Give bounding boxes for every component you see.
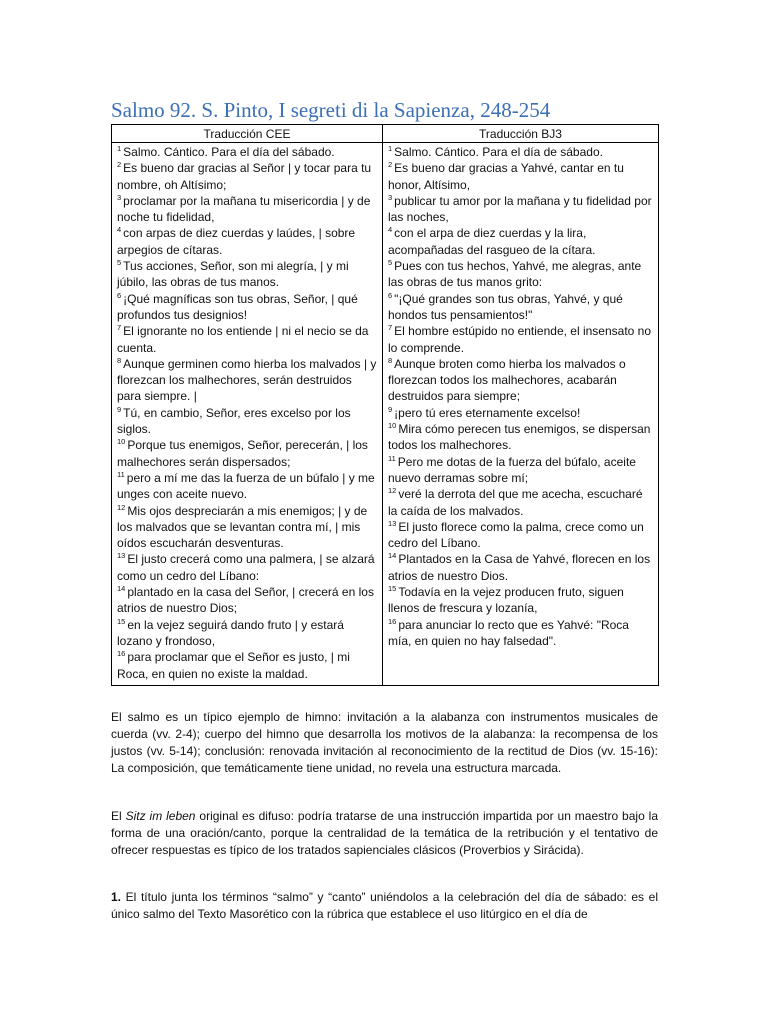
verse (388, 421, 654, 454)
verse-number: 5 (388, 258, 393, 268)
verse-text: plantado en la casa del Señor, | crecerá en los atrios de nuestro Dios; (117, 585, 374, 616)
verse-number: 15 (388, 584, 397, 594)
verse (117, 405, 378, 438)
verse-number: 15 (117, 616, 126, 626)
verse-text: Todavía en la vejez producen fruto, siguen llenos de frescura y lozanía, (388, 585, 624, 616)
translation-comparison-table (111, 124, 659, 686)
verse (388, 519, 654, 552)
verse-text: El ignorante no los entiende | ni el necio se da cuenta. (117, 324, 369, 355)
verse-number: 4 (117, 225, 122, 235)
column-header-cee: Traducción CEE (112, 125, 383, 143)
verse (388, 193, 654, 226)
verse-number: 7 (117, 323, 122, 333)
verse-text: pero a mí me das la fuerza de un búfalo | y me unges con aceite nuevo. (117, 470, 375, 502)
verse (117, 193, 378, 226)
verse-text: "¡Qué grandes son tus obras, Yahvé, y qué hondos tus pensamientos!" (388, 291, 623, 322)
paragraph-number: 1. (111, 890, 122, 904)
verse (388, 551, 654, 584)
verse (117, 551, 378, 584)
verse (117, 160, 378, 193)
verse-text: con arpas de diez cuerdas y laúdes, | sobre arpegios de cítaras. (117, 226, 356, 257)
verse-text: para anunciar lo recto que es Yahvé: "Roca mía, en quien no hay falsedad". (388, 617, 629, 648)
verse-number: 16 (117, 649, 126, 659)
verse-text: El justo crecerá como una palmera, | se alzará como un cedro del Líbano: (117, 552, 375, 583)
italic-term: Sitz im leben (125, 809, 196, 823)
paragraph-text: El (111, 809, 126, 823)
verse (388, 454, 654, 487)
verse-text: Tú, en cambio, Señor, eres excelso por los siglos. (117, 405, 351, 437)
verse-number: 6 (388, 290, 393, 300)
verse-number: 1 (117, 144, 122, 153)
verse-text: Pues con tus hechos, Yahvé, me alegras, ante las obras de tus manos grito: (388, 259, 642, 290)
verse-number: 2 (388, 160, 393, 170)
verse-number: 9 (388, 404, 393, 414)
verse-number: 13 (388, 518, 397, 528)
verse-text: El justo florece como la palma, crece como un cedro del Líbano. (388, 519, 644, 551)
verse-text: con el arpa de diez cuerdas y la lira, acompañadas del rasgueo de la cítara. (388, 226, 596, 257)
verse-text: Mis ojos despreciarán a mis enemigos; | y de los malvados que se levantan contra mí, | mis oídos escucharán desventuras. (117, 503, 368, 551)
verse-text: veré la derrota del que me acecha, escucharé la caída de los malvados. (388, 487, 643, 518)
verse (388, 617, 654, 650)
verse-text: ¡pero tú eres eternamente excelso! (394, 405, 581, 420)
verse (117, 437, 378, 470)
verse-number: 3 (117, 192, 122, 202)
verse-number: 6 (117, 290, 122, 300)
verse-number: 14 (388, 551, 397, 561)
verse-text: Es bueno dar gracias a Yahvé, cantar en tu honor, Altísimo, (388, 161, 624, 192)
verse-number: 14 (117, 584, 126, 594)
verse (388, 144, 654, 160)
verse-number: 11 (117, 469, 125, 479)
numbered-paragraph (111, 889, 658, 923)
verse (117, 649, 378, 682)
verse (117, 258, 378, 291)
verse-number: 9 (117, 404, 122, 414)
verse (388, 258, 654, 291)
verse-text: proclamar por la mañana tu misericordia | y de noche tu fidelidad, (117, 193, 371, 225)
verse-number: 3 (388, 192, 393, 202)
verse-number: 7 (388, 323, 393, 333)
verse-number: 2 (117, 160, 122, 170)
verse (388, 160, 654, 193)
verse-text: Porque tus enemigos, Señor, perecerán, | los malhechores serán dispersados; (117, 438, 368, 469)
verse (117, 225, 378, 258)
verse-text: Aunque broten como hierba los malvados o florezcan todos los malhechores, acabarán destruidos para siempre; (388, 356, 626, 404)
verse-number: 4 (388, 225, 393, 235)
verse-number: 8 (117, 355, 122, 365)
verse (388, 323, 654, 356)
verse (388, 356, 654, 405)
verse-text: Salmo. Cántico. Para el día de sábado. (394, 145, 603, 159)
verse-text: para proclamar que el Señor es justo, | mi Roca, en quien no existe la maldad. (117, 650, 350, 681)
verse (117, 617, 378, 650)
column-header-bj3: Traducción BJ3 (383, 125, 659, 143)
cee-translation-cell (112, 143, 383, 686)
verse-number: 12 (388, 486, 397, 496)
verse (117, 144, 378, 160)
verse-text: en la vejez seguirá dando fruto | y estará lozano y frondoso, (117, 617, 344, 648)
verse-number: 10 (117, 437, 126, 447)
commentary-paragraph: El salmo es un típico ejemplo de himno: invitación a la alabanza con instrumentos musicales de cuerda (vv. 2-4); cuerpo del himno que desarrolla los motivos de la alabanza: la recompensa de los justos (vv. 5-14); conclusión: renovada invitación al reconocimiento de la rectitud de Dios (vv. 15-16): La composición, que temáticamente tiene unidad, no revela una estructura marcada. (111, 710, 658, 775)
table-header-row (112, 125, 659, 143)
verse-number: 13 (117, 551, 126, 561)
verse (117, 356, 378, 405)
verse (388, 584, 654, 617)
verse-text: Mira cómo perecen tus enemigos, se dispersan todos los malhechores. (388, 422, 651, 453)
verse-number: 8 (388, 355, 393, 365)
verse (117, 323, 378, 356)
table-row (112, 143, 659, 686)
verse-text: Salmo. Cántico. Para el día del sábado. (123, 145, 335, 159)
verse (388, 225, 654, 258)
sitz-im-leben-paragraph (111, 808, 658, 859)
verse (388, 486, 654, 519)
verse-number: 11 (388, 453, 396, 463)
verse-number: 5 (117, 258, 122, 268)
paragraph-text: original es difuso: podría tratarse de una instrucción impartida por un maestro bajo la forma de una oración/canto, porque la centralidad de la temática de la retribución y el tentativo de ofrecer respuestas es típico de los tratados sapienciales clásicos (Proverbios y Sirácida). (111, 809, 659, 857)
verse (117, 470, 378, 503)
verse-number: 12 (117, 502, 126, 512)
verse-text: Pero me dotas de la fuerza del búfalo, aceite nuevo derramas sobre mí; (388, 454, 636, 485)
verse-text: El hombre estúpido no entiende, el insensato no lo comprende. (388, 324, 652, 355)
verse-text: Tus acciones, Señor, son mi alegría, | y mi júbilo, las obras de tus manos. (117, 259, 349, 290)
verse (117, 584, 378, 617)
verse (388, 291, 654, 324)
verse (117, 503, 378, 552)
verse-text: Aunque germinen como hierba los malvados | y florezcan los malhechores, serán destruidos para siempre. | (117, 356, 377, 404)
verse-text: Plantados en la Casa de Yahvé, florecen en los atrios de nuestro Dios. (388, 552, 651, 583)
verse-text: publicar tu amor por la mañana y tu fidelidad por las noches, (388, 193, 652, 225)
paragraph-text: El título junta los términos “salmo” y “canto” uniéndolos a la celebración del día de sábado: es el único salmo del Texto Masorético con la rúbrica que establece el uso litúrgico en el día de (111, 890, 658, 921)
verse-number: 1 (388, 144, 393, 153)
verse (388, 405, 654, 421)
page-title: Salmo 92. S. Pinto, I segreti di la Sapienza, 248-254 (111, 98, 551, 122)
verse-number: 16 (388, 616, 397, 626)
verse-text: ¡Qué magníficas son tus obras, Señor, | qué profundos tus designios! (117, 291, 358, 322)
verse-number: 10 (388, 421, 397, 431)
verse (117, 291, 378, 324)
bj3-translation-cell (383, 143, 659, 686)
verse-text: Es bueno dar gracias al Señor | y tocar para tu nombre, oh Altísimo; (117, 161, 372, 192)
